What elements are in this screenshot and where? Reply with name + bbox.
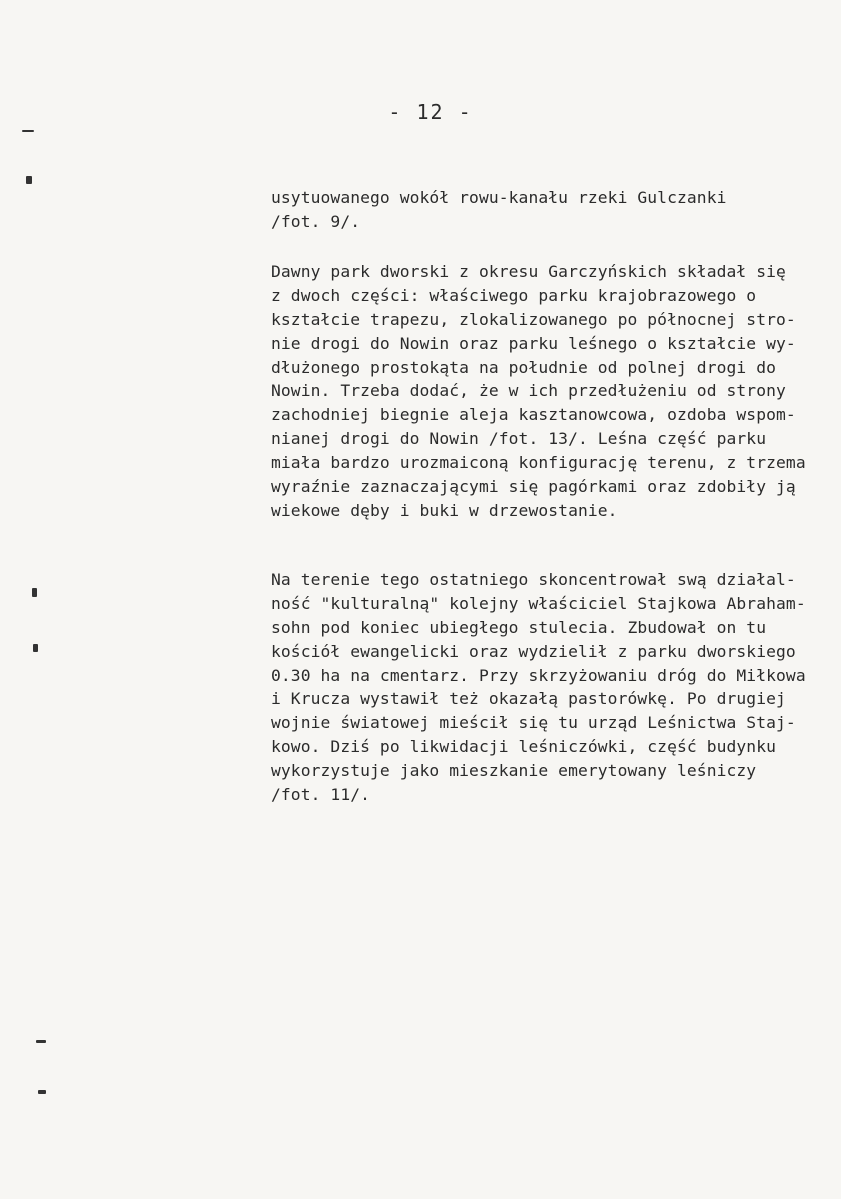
text-line: dłużonego prostokąta na południe od polnej drogi do: [271, 357, 777, 377]
text-line: kowo. Dziś po likwidacji leśniczówki, część budynku: [271, 737, 777, 757]
scan-mark: [22, 130, 34, 132]
text-line: zachodniej biegnie aleja kasztanowcowa, ozdoba wspom-: [271, 405, 796, 425]
text-line: nie drogi do Nowin oraz parku leśnego o kształcie wy-: [271, 333, 796, 353]
text-line: sohn pod koniec ubiegłego stulecia. Zbudował on tu: [271, 617, 767, 637]
scan-mark: [38, 1090, 46, 1094]
text-line: wyraźnie zaznaczającymi się pagórkami oraz zdobiły ją: [271, 477, 796, 497]
text-line: Na terenie tego ostatniego skoncentrował swą działal-: [271, 570, 796, 589]
text-line: wykorzystuje jako mieszkanie emerytowany leśniczy: [271, 761, 757, 781]
text-line: kształcie trapezu, zlokalizowanego po północnej stro-: [271, 309, 796, 329]
text-line: nianej drogi do Nowin /fot. 13/. Leśna część parku: [271, 429, 767, 449]
text-line: 0.30 ha na cmentarz. Przy skrzyżowaniu dróg do Miłkowa: [271, 665, 806, 685]
text-line: wiekowe dęby i buki w drzewostanie.: [271, 500, 618, 520]
scan-mark: [33, 644, 38, 652]
paragraph-3: [271, 568, 841, 807]
text-line: usytuowanego wokół rowu-kanału rzeki Gulczanki: [271, 188, 727, 207]
text-line: z dwoch części: właściwego parku krajobrazowego o: [271, 285, 757, 305]
text-line: Dawny park dworski z okresu Garczyńskich składał się: [271, 262, 786, 281]
scan-mark: [32, 588, 37, 597]
page-number: - 12 -: [388, 100, 473, 124]
text-line: Nowin. Trzeba dodać, że w ich przedłużeniu od strony: [271, 381, 786, 401]
text-line: miała bardzo urozmaiconą konfigurację terenu, z trzema: [271, 453, 806, 473]
text-line: kościół ewangelicki oraz wydzielił z parku dworskiego: [271, 641, 796, 661]
text-line: wojnie światowej mieścił się tu urząd Leśnictwa Staj-: [271, 713, 796, 733]
text-line: /fot. 11/.: [271, 785, 371, 805]
paragraph-1: [271, 186, 841, 234]
scan-mark: [26, 176, 32, 184]
scan-mark: [36, 1040, 46, 1043]
paragraph-2: [271, 260, 841, 523]
text-line: i Krucza wystawił też okazałą pastorówkę. Po drugiej: [271, 689, 786, 709]
text-line: /fot. 9/.: [271, 211, 361, 231]
text-line: ność "kulturalną" kolejny właściciel Stajkowa Abraham-: [271, 593, 806, 613]
